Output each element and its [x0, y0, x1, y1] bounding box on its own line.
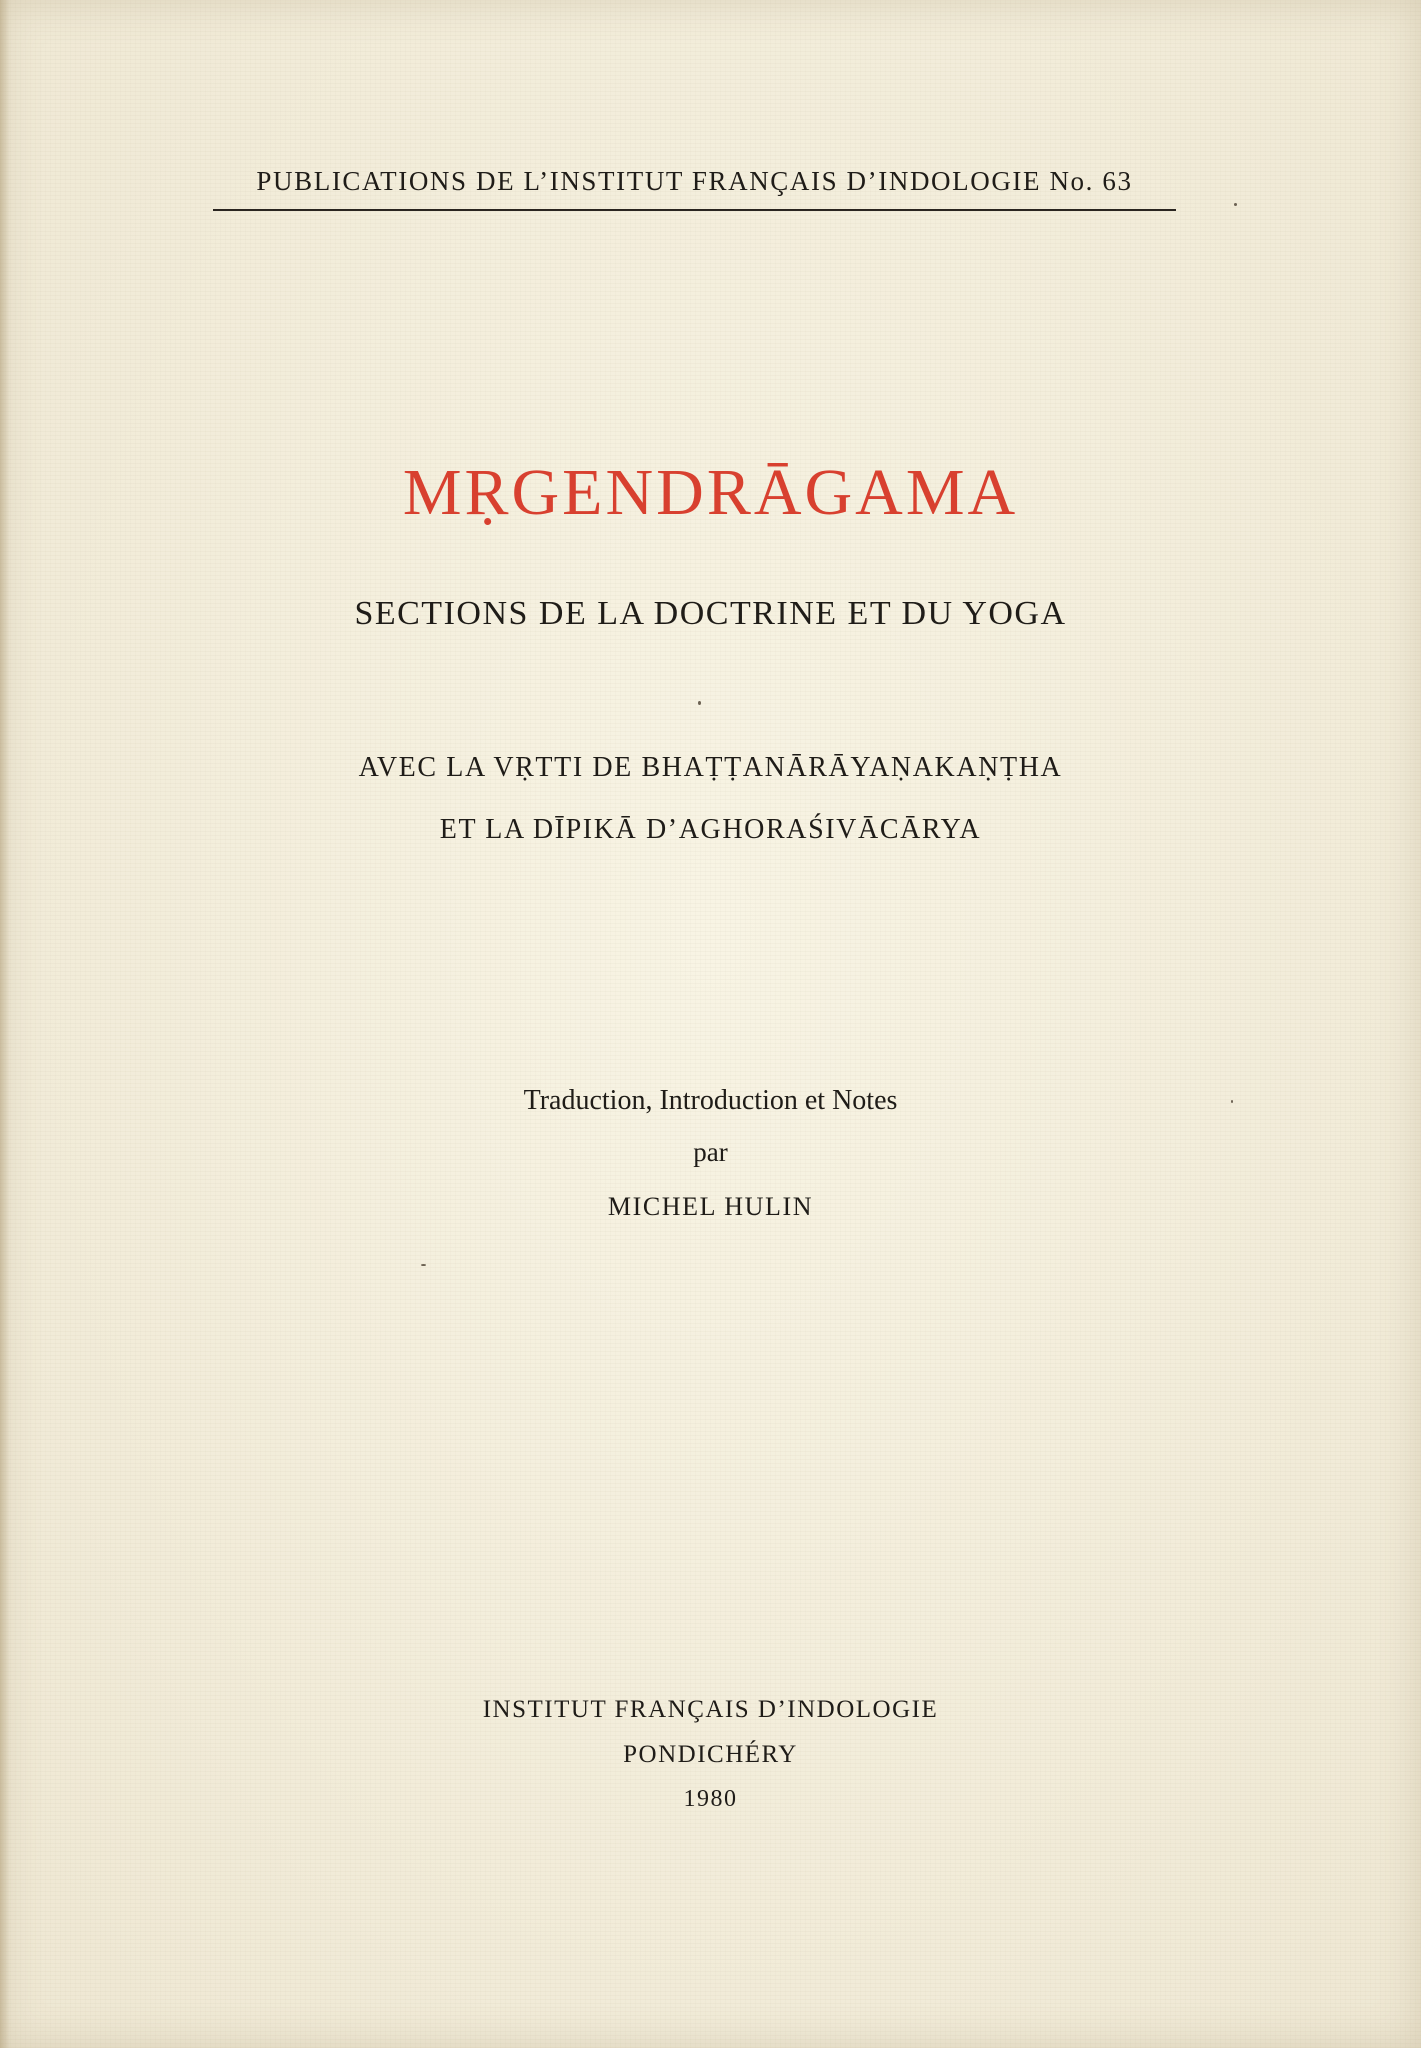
series-underline-rule — [213, 209, 1176, 211]
credit-par: par — [693, 1137, 728, 1167]
commentary-line-2: ET LA DĪPIKĀ D’AGHORAŚIVĀCĀRYA — [439, 814, 982, 845]
publication-year: 1980 — [683, 1786, 738, 1812]
publisher-city: PONDICHÉRY — [623, 1741, 798, 1768]
paper-speck — [1231, 1100, 1233, 1103]
commentary-line-1: AVEC LA VṚTTI DE BHAṬṬANĀRĀYAṆAKAṆṬHA — [358, 752, 1063, 783]
series-line: PUBLICATIONS DE L’INSTITUT FRANÇAIS D’INDOLOGIE No. 63 — [256, 166, 1133, 196]
paper-speck — [1234, 203, 1237, 206]
paper-speck — [698, 701, 701, 705]
book-title: MṚGENDRĀGAMA — [402, 456, 1019, 529]
translation-credit: Traduction, Introduction et Notes — [523, 1085, 898, 1116]
paper-speck — [421, 1264, 426, 1266]
publisher-name: INSTITUT FRANÇAIS D’INDOLOGIE — [482, 1696, 939, 1723]
book-subtitle: SECTIONS DE LA DOCTRINE ET DU YOGA — [354, 595, 1067, 632]
author-name: MICHEL HULIN — [607, 1192, 814, 1221]
